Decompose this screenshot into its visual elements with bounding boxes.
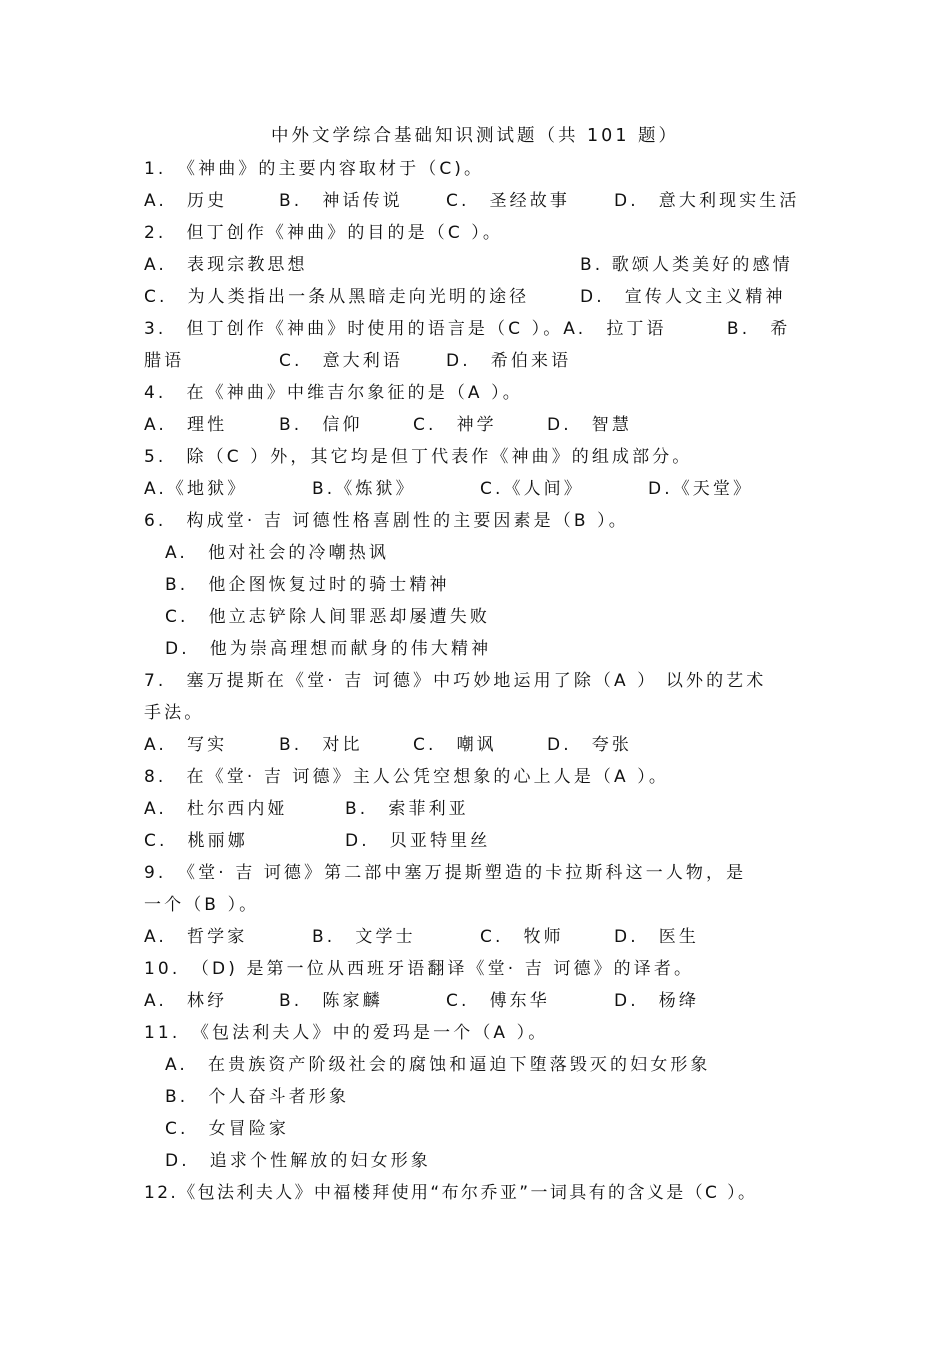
q9-option-a: A. 哲学家 (144, 927, 248, 947)
page-title: 中外文学综合基础知识测试题（共 101 题） (270, 126, 680, 146)
q1-option-b: B. 神话传说 (279, 191, 403, 211)
q8-option-a: A. 杜尔西内娅 (144, 799, 288, 819)
q10-option-a: A. 林纾 (144, 991, 228, 1011)
q2-option-a: A. 表现宗教思想 (144, 255, 308, 275)
question-4: 4. 在《神曲》中维吉尔象征的是（A ）。 (144, 383, 523, 403)
q1-option-c: C. 圣经故事 (446, 191, 570, 211)
q8-option-b: B. 索菲利亚 (345, 799, 469, 819)
q3-option-d: D. 希伯来语 (446, 351, 572, 371)
q5-option-a: A.《地狱》 (144, 479, 248, 499)
q11-option-c: C. 女冒险家 (165, 1119, 289, 1139)
question-9: 9. 《堂· 吉 诃德》第二部中塞万提斯塑造的卡拉斯科这一人物，是 (144, 863, 747, 883)
q10-option-d: D. 杨绛 (614, 991, 699, 1011)
q6-option-a: A. 他对社会的冷嘲热讽 (165, 543, 389, 563)
q6-option-b: B. 他企图恢复过时的骑士精神 (165, 575, 450, 595)
question-3-cont: 腊语 (144, 351, 185, 371)
question-11: 11. 《包法利夫人》中的爱玛是一个（A ）。 (144, 1023, 549, 1043)
question-1: 1. 《神曲》的主要内容取材于（C)。 (144, 159, 485, 179)
q9-option-b: B. 文学士 (312, 927, 416, 947)
q7-option-b: B. 对比 (279, 735, 363, 755)
q2-option-b: B. 歌颂人类美好的感情 (580, 255, 793, 275)
q4-option-d: D. 智慧 (547, 415, 632, 435)
q11-option-a: A. 在贵族资产阶级社会的腐蚀和逼迫下堕落毁灭的妇女形象 (165, 1055, 711, 1075)
q5-option-c: C.《人间》 (480, 479, 584, 499)
q6-option-d: D. 他为崇高理想而献身的伟大精神 (165, 639, 492, 659)
question-12: 12.《包法利夫人》中福楼拜使用“布尔乔亚”一词具有的含义是（C ）。 (144, 1183, 758, 1203)
q1-option-a: A. 历史 (144, 191, 228, 211)
q10-option-c: C. 傅东华 (446, 991, 550, 1011)
q9-option-d: D. 医生 (614, 927, 699, 947)
question-8: 8. 在《堂· 吉 诃德》主人公凭空想象的心上人是（A ）。 (144, 767, 669, 787)
q7-option-c: C. 嘲讽 (413, 735, 497, 755)
question-3: 3. 但丁创作《神曲》时使用的语言是（C ）。A. 拉丁语 B. 希 (144, 319, 791, 339)
question-2: 2. 但丁创作《神曲》的目的是（C ）。 (144, 223, 503, 243)
q7-option-d: D. 夸张 (547, 735, 632, 755)
q11-option-b: B. 个人奋斗者形象 (165, 1087, 350, 1107)
q5-option-d: D.《天堂》 (648, 479, 754, 499)
question-7: 7. 塞万提斯在《堂· 吉 诃德》中巧妙地运用了除（A ） 以外的艺术 (144, 671, 767, 691)
q2-option-c: C. 为人类指出一条从黑暗走向光明的途径 (144, 287, 530, 307)
q8-option-d: D. 贝亚特里丝 (345, 831, 491, 851)
q1-option-d: D. 意大利现实生活 (614, 191, 800, 211)
q11-option-d: D. 追求个性解放的妇女形象 (165, 1151, 431, 1171)
q7-option-a: A. 写实 (144, 735, 228, 755)
question-9-cont: 一个（B ）。 (144, 895, 260, 915)
q10-option-b: B. 陈家麟 (279, 991, 383, 1011)
question-6: 6. 构成堂· 吉 诃德性格喜剧性的主要因素是（B ）。 (144, 511, 629, 531)
q4-option-a: A. 理性 (144, 415, 228, 435)
q4-option-c: C. 神学 (413, 415, 497, 435)
question-7-cont: 手法。 (144, 703, 205, 723)
q9-option-c: C. 牧师 (480, 927, 564, 947)
q2-option-d: D. 宣传人文主义精神 (580, 287, 786, 307)
q6-option-c: C. 他立志铲除人间罪恶却屡遭失败 (165, 607, 490, 627)
q8-option-c: C. 桃丽娜 (144, 831, 248, 851)
question-10: 10. （D) 是第一位从西班牙语翻译《堂· 吉 诃德》的译者。 (144, 959, 695, 979)
q4-option-b: B. 信仰 (279, 415, 363, 435)
q3-option-c: C. 意大利语 (279, 351, 403, 371)
question-5: 5. 除（C ）外，其它均是但丁代表作《神曲》的组成部分。 (144, 447, 693, 467)
q5-option-b: B.《炼狱》 (312, 479, 416, 499)
